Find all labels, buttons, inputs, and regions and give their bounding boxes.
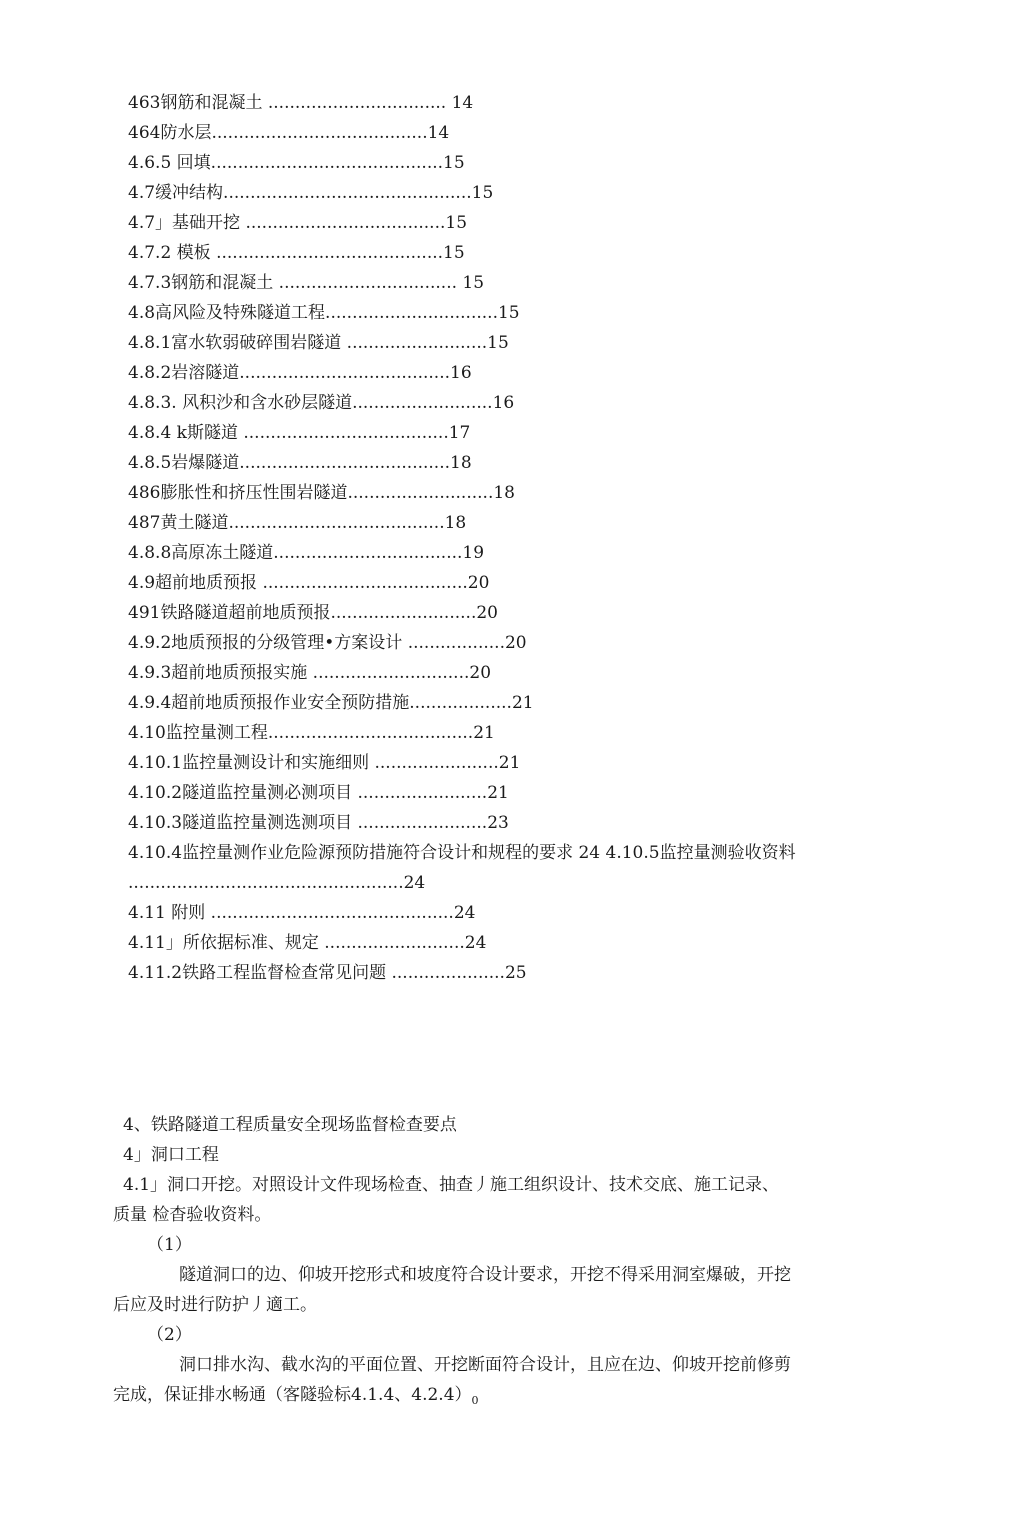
toc-entry-leader: ...................................	[273, 543, 463, 563]
toc-entry	[128, 568, 928, 598]
toc-entry-page: 25	[504, 963, 527, 983]
toc-entry	[128, 478, 928, 508]
toc-entry	[128, 508, 928, 538]
toc-entry-leader: ...................	[409, 693, 512, 713]
toc-entry-leader: .............................	[307, 663, 470, 683]
toc-entry-page: 21	[511, 693, 534, 713]
toc-entry-page: 15	[443, 243, 465, 263]
toc-entry-page: 17	[448, 423, 471, 443]
toc-entry-page: 20	[467, 573, 490, 593]
toc-entry-label: 4.9.4超前地质预报作业安全预防措施	[128, 693, 410, 713]
paragraph-line: 隧道洞口的边、仰坡开挖形式和坡度符合设计要求，开挖不得采用洞室爆破，开挖	[179, 1265, 791, 1285]
toc-entry	[128, 898, 928, 928]
toc-entry	[128, 688, 928, 718]
toc-entry-page: 15	[497, 303, 520, 323]
toc-entry-leader: ...........................................	[210, 153, 444, 173]
paragraph-line: 4.1」洞口开挖。对照设计文件现场检查、抽查丿施工组织设计、技术交底、施工记录、	[123, 1175, 780, 1195]
toc-entry	[128, 718, 928, 748]
toc-entry-leader: ...................................................	[128, 873, 404, 893]
subsection-heading: 4」洞口工程	[123, 1145, 219, 1165]
toc-entry	[128, 958, 928, 988]
paragraph-line: 洞口排水沟、截水沟的平面位置、开挖断面符合设计，且应在边、仰坡开挖前修剪	[179, 1355, 791, 1375]
toc-entry	[128, 748, 928, 778]
toc-entry-label: 491铁路隧道超前地质预报	[128, 603, 331, 623]
toc-entry-page: 15	[445, 213, 468, 233]
toc-entry-label: 4.8.5岩爆隧道	[128, 453, 240, 473]
toc-entry-label: 4.10.4监控量测作业危险源预防措施符合设计和规程的要求	[128, 843, 574, 863]
toc-entry-leader: ...........................	[347, 483, 494, 503]
toc-entry	[128, 148, 928, 178]
toc-entry-label: 4.9.3超前地质预报实施	[128, 663, 308, 683]
toc-entry-page: 15	[443, 153, 465, 173]
toc-entry	[128, 208, 928, 238]
toc-entry-page: 16	[450, 363, 472, 383]
toc-entry-leader: .......................	[369, 753, 499, 773]
toc-entry-leader: ..................	[402, 633, 505, 653]
toc-entry	[128, 658, 928, 688]
toc-entry-label: 4.10.2隧道监控量测必测项目	[128, 783, 353, 803]
toc-entry-label: 4.9.2地质预报的分级管理•方案设计	[128, 633, 403, 653]
toc-entry-label: 4.7.2 模板	[128, 243, 211, 263]
toc-entry	[128, 928, 928, 958]
toc-entry-page: 20	[504, 633, 527, 653]
toc-entry-leader: .......................................	[239, 363, 451, 383]
paragraph-line: 质量 检杳验收资料。	[113, 1205, 272, 1225]
toc-entry-leader: .......................................	[239, 453, 451, 473]
toc-entry-leader: .............................................	[205, 903, 454, 923]
toc-entry	[128, 268, 928, 298]
toc-entry-leader: ................................	[325, 303, 498, 323]
toc-entry	[128, 178, 928, 208]
toc-entry-page: 14	[427, 123, 450, 143]
table-of-contents	[128, 88, 928, 988]
toc-entry-leader: ..............................................	[223, 183, 472, 203]
toc-entry	[128, 808, 928, 838]
toc-entry	[128, 118, 928, 148]
toc-entry-page: 21	[473, 723, 495, 743]
toc-entry-label: 464防水层	[128, 123, 212, 143]
toc-entry-page: 23	[487, 813, 509, 833]
toc-entry-page: 24	[464, 933, 487, 953]
toc-entry-leader: .................................	[273, 273, 463, 293]
toc-entry-leader: ......................................	[237, 423, 449, 443]
toc-entry-leader: ..........................	[341, 333, 488, 353]
toc-entry-label: 4.10监控量测工程	[128, 723, 268, 743]
toc-entry-leader: ........................................	[228, 513, 445, 533]
toc-entry-label: 4.11.2铁路工程监督检查常见问题	[128, 963, 387, 983]
toc-entry-leader: ...........................	[330, 603, 477, 623]
toc-entry-label: 4.8.1富水软弱破碎围岩隧道	[128, 333, 342, 353]
toc-entry-label: 4.8.4 k斯隧道	[128, 423, 238, 443]
toc-entry-leader: .....................................	[240, 213, 446, 233]
toc-entry	[128, 298, 928, 328]
toc-entry-page: 24	[453, 903, 476, 923]
toc-entry-label: 4.10.3隧道监控量测选测项目	[128, 813, 353, 833]
toc-entry-label: 486膨胀性和挤压性围岩隧道	[128, 483, 348, 503]
toc-entry	[128, 418, 928, 448]
toc-entry	[128, 868, 928, 898]
toc-entry-label: 4.11 附则	[128, 903, 206, 923]
toc-entry-label: 4.8.2岩溶隧道	[128, 363, 240, 383]
toc-entry-leader: ..........................	[318, 933, 465, 953]
toc-entry-leader: ..........................	[352, 393, 493, 413]
toc-entry-page: 20	[476, 603, 498, 623]
toc-entry-page: 15	[462, 273, 485, 293]
toc-entry-label: 4.8.8高原冻土隧道	[128, 543, 274, 563]
toc-entry-label: 4.11」所依据标准、规定	[128, 933, 319, 953]
item-number: （2）	[147, 1325, 192, 1345]
toc-entry-leader: ..........................................	[210, 243, 444, 263]
toc-entry-label: 4.7.3钢筋和混凝土	[128, 273, 274, 293]
toc-entry-page: 15	[487, 333, 509, 353]
toc-entry	[128, 538, 928, 568]
toc-entry-page: 21	[498, 753, 521, 773]
toc-entry	[128, 448, 928, 478]
toc-entry-page: 21	[487, 783, 509, 803]
toc-entry-page: 19	[462, 543, 485, 563]
trailing-mark: 0	[471, 1394, 479, 1407]
toc-entry-page: 16	[492, 393, 515, 413]
toc-entry	[128, 778, 928, 808]
toc-entry-leader: ......................................	[257, 573, 468, 593]
toc-entry	[128, 838, 928, 868]
toc-entry-page: 24	[403, 873, 426, 893]
toc-entry-label: 4.9超前地质预报	[128, 573, 258, 593]
toc-entry	[128, 388, 928, 418]
toc-entry-page: 18	[450, 453, 472, 473]
toc-entry-page: 20	[469, 663, 492, 683]
toc-entry-page: 15	[471, 183, 494, 203]
toc-entry	[128, 628, 928, 658]
toc-entry-label: 4.7缓冲结构	[128, 183, 224, 203]
item-number: （1）	[147, 1235, 192, 1255]
toc-entry	[128, 358, 928, 388]
toc-entry-leader: ........................................	[211, 123, 428, 143]
toc-entry-label: 4.10.1监控量测设计和实施细则	[128, 753, 370, 773]
toc-entry-label: 4.6.5 回填	[128, 153, 211, 173]
paragraph-line: 后应及时进行防护丿適工。	[113, 1295, 317, 1315]
section-heading: 4、铁路隧道工程质量安全现场监督检查要点	[123, 1115, 457, 1135]
toc-entry-leader: .....................	[386, 963, 505, 983]
toc-entry-label: 4.8高风险及特殊隧道工程	[128, 303, 326, 323]
toc-entry	[128, 598, 928, 628]
toc-entry-leader: ........................	[352, 783, 488, 803]
toc-entry-leader: .................................	[262, 93, 452, 113]
paragraph-line	[113, 1380, 913, 1416]
toc-entry-label: 4.7」基础开挖	[128, 213, 241, 233]
toc-entry-page: 24 4.10.5监控量测验收资料	[578, 843, 796, 863]
toc-entry-page: 14	[451, 93, 474, 113]
paragraph-text: 完成，保证排水畅通（客隧验标4.1.4、4.2.4）	[113, 1385, 472, 1405]
toc-entry-leader: ......................................	[267, 723, 474, 743]
toc-entry	[128, 328, 928, 358]
toc-entry-leader: ........................	[352, 813, 488, 833]
toc-entry-label: 487黄土隧道	[128, 513, 229, 533]
toc-entry	[128, 238, 928, 268]
toc-entry-page: 18	[444, 513, 467, 533]
toc-entry	[128, 88, 928, 118]
toc-entry-label: 463钢筋和混凝土	[128, 93, 263, 113]
toc-entry-page: 18	[493, 483, 515, 503]
toc-entry-label: 4.8.3. 风积沙和含水砂层隧道	[128, 393, 353, 413]
document-body	[113, 1110, 913, 1416]
